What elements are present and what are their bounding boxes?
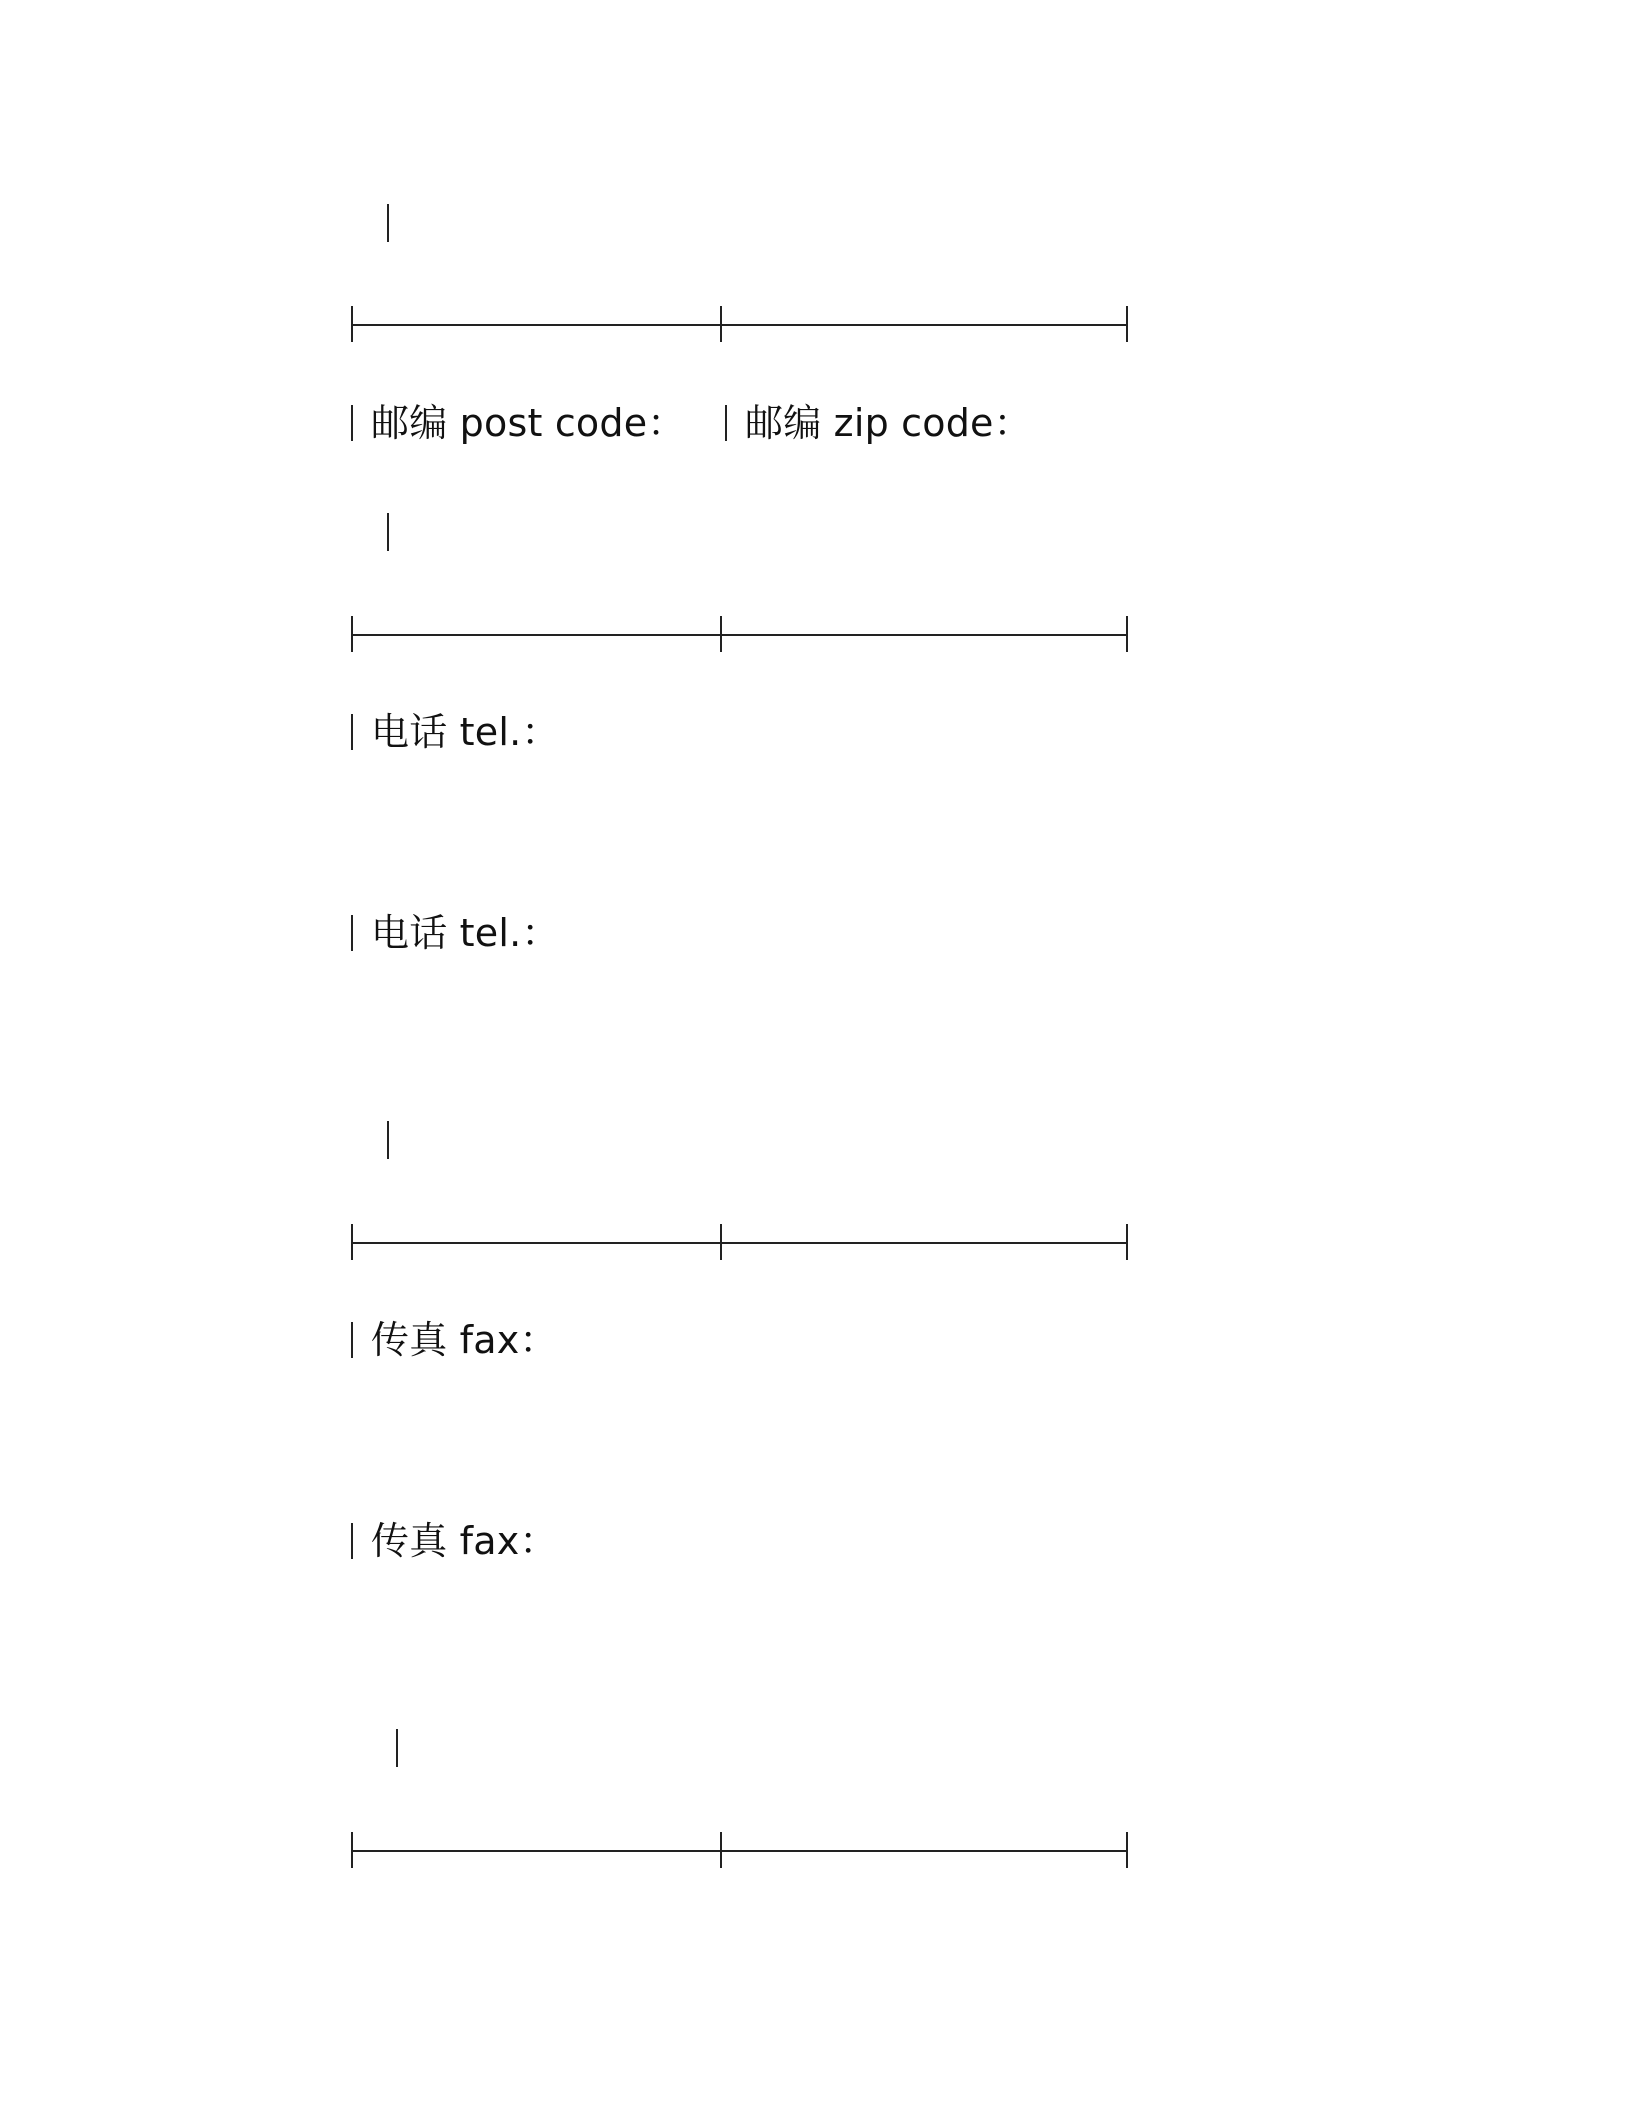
field-marker xyxy=(351,1322,353,1358)
field-marker xyxy=(351,1523,353,1559)
field-marker xyxy=(725,405,727,441)
fax-label: 传真 fax： xyxy=(371,1318,558,1362)
tel-field-1 xyxy=(351,708,560,756)
rule-mid-tick xyxy=(720,1832,722,1868)
cursor-mark xyxy=(387,513,389,551)
divider-line xyxy=(351,1850,1128,1852)
rule-mid-tick xyxy=(720,306,722,342)
divider-line xyxy=(351,324,1128,326)
zipcode-label: 邮编 zip code： xyxy=(745,401,1032,445)
field-marker xyxy=(351,915,353,951)
postcode-field xyxy=(351,399,685,447)
field-marker xyxy=(351,405,353,441)
divider-line xyxy=(351,1242,1128,1244)
rule-mid-tick xyxy=(720,616,722,652)
cursor-mark xyxy=(387,1121,389,1159)
tel-field-2 xyxy=(351,909,560,957)
fax-label: 传真 fax： xyxy=(371,1519,558,1563)
rule-end-tick xyxy=(1126,306,1128,342)
tel-label: 电话 tel.： xyxy=(371,710,560,754)
zipcode-field xyxy=(725,399,1032,447)
fax-field-1 xyxy=(351,1316,558,1364)
fax-field-2 xyxy=(351,1517,558,1565)
rule-end-tick xyxy=(1126,1832,1128,1868)
postcode-label: 邮编 post code： xyxy=(371,401,686,445)
field-marker xyxy=(351,714,353,750)
rule-end-tick xyxy=(1126,616,1128,652)
cursor-mark xyxy=(396,1729,398,1767)
cursor-mark xyxy=(387,204,389,242)
divider-line xyxy=(351,634,1128,636)
rule-end-tick xyxy=(1126,1224,1128,1260)
rule-mid-tick xyxy=(720,1224,722,1260)
tel-label: 电话 tel.： xyxy=(371,911,560,955)
